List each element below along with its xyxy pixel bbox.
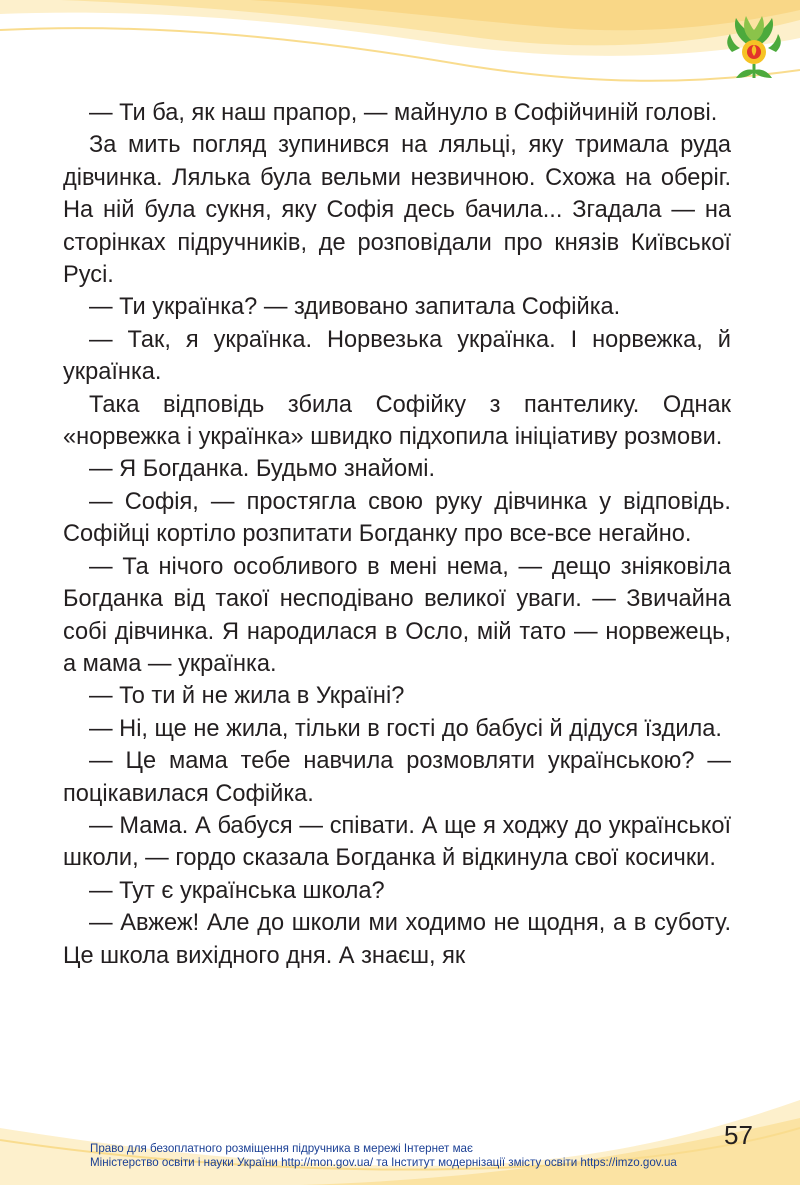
story-paragraph: — Так, я українка. Норвезька українка. І норвежка, й українка. — [63, 326, 731, 386]
story-paragraph: — Та нічого особливого в мені нема, — дещо зніяковіла Богданка від такої несподівано великої уваги. — Звичайна собі дівчинка. Я народилася в Осло, мій тато — норвежець, а мама — українка. — [63, 553, 731, 677]
story-paragraph: — Софія, — простягла свою руку дівчинка у відповідь. Софійці кортіло розпитати Богданку про все-все негайно. — [63, 488, 731, 548]
story-paragraph: — Тут є українська школа? — [89, 877, 385, 904]
license-line-2: Міністерство освіти і науки України http://mon.gov.ua/ та Інститут модернізації змісту освіти https://imzo.gov.ua — [90, 1156, 677, 1169]
story-paragraph: За мить погляд зупинився на ляльці, яку тримала руда дівчинка. Лялька була вельми незвичною. Схожа на оберіг. На ній була сукня, яку Софія десь бачила... Згадала — на сторінках підручників, де розповідали про князів Київської Русі. — [63, 132, 731, 289]
story-paragraph: — Це мама тебе навчила розмовляти українською? — поцікавилася Софійка. — [63, 748, 731, 807]
license-footer — [90, 1142, 730, 1170]
floral-ornament-icon — [722, 12, 786, 82]
story-paragraph: — Ти ба, як наш прапор, — майнуло в Софійчиній голові. — [89, 100, 718, 126]
story-paragraph: — То ти й не жила в Україні? — [89, 683, 405, 710]
license-line-1: Право для безоплатного розміщення підручника в мережі Інтернет має — [90, 1142, 473, 1155]
story-paragraph: — Я Богданка. Будьмо знайомі. — [89, 456, 436, 483]
page-number: 57 — [724, 1120, 753, 1150]
story-paragraph: — Ні, ще не жила, тільки в гості до бабусі й дідуся їздила. — [89, 715, 722, 742]
story-paragraph: — Авжеж! Але до школи ми ходимо не щодня, а в суботу. Це школа вихідного дня. А знаєш, як — [63, 910, 731, 969]
story-paragraph: — Ти українка? — здивовано запитала Софійка. — [89, 294, 621, 321]
story-paragraph: Така відповідь збила Софійку з пантелику. Однак «норвежка і українка» швидко підхопила ініціативу розмови. — [63, 391, 731, 451]
story-paragraph: — Мама. А бабуся — співати. А ще я ходжу до української школи, — гордо сказала Богданка й відкинула свої косички. — [63, 812, 731, 872]
story-text — [63, 97, 731, 972]
